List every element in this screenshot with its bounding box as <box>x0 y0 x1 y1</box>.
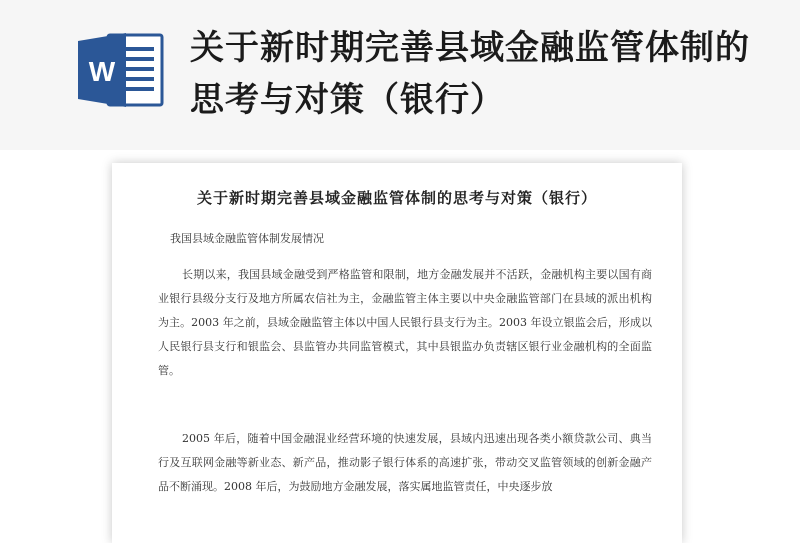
header-banner <box>0 0 800 150</box>
page-title: 关于新时期完善县域金融监管体制的思考与对策（银行） <box>190 28 750 120</box>
paragraph: 2005 年后，随着中国金融混业经营环境的快速发展，县域内迅速出现各类小额贷款公司、典当行及互联网金融等新业态、新产品，推动影子银行体系的高速扩张，带动交叉监管领域的创新金融产品不断涌现。2008 年后，为鼓励地方金融发展，落实属地监管责任，中央逐步放 <box>158 432 652 493</box>
word-document-icon <box>78 31 164 109</box>
paragraph: 长期以来，我国县域金融受到严格监管和限制，地方金融发展并不活跃，金融机构主要以国有商业银行县级分支行及地方所属农信社为主，金融监管主体主要以中央金融监管部门在县域的派出机构为主。2003 年之前，县域金融监管主体以中国人民银行县支行为主。2003 年设立银监会后，形成以人民银行县支行和银监会、县监管办共同监管模式，其中县银监办负责辖区银行业金融机构的全面监管。 <box>158 268 652 377</box>
document-page <box>112 163 682 543</box>
word-icon-letter: W <box>88 56 116 87</box>
section-heading: 我国县域金融监管体制发展情况 <box>170 232 324 245</box>
document-title: 关于新时期完善县域金融监管体制的思考与对策（银行） <box>196 189 597 207</box>
